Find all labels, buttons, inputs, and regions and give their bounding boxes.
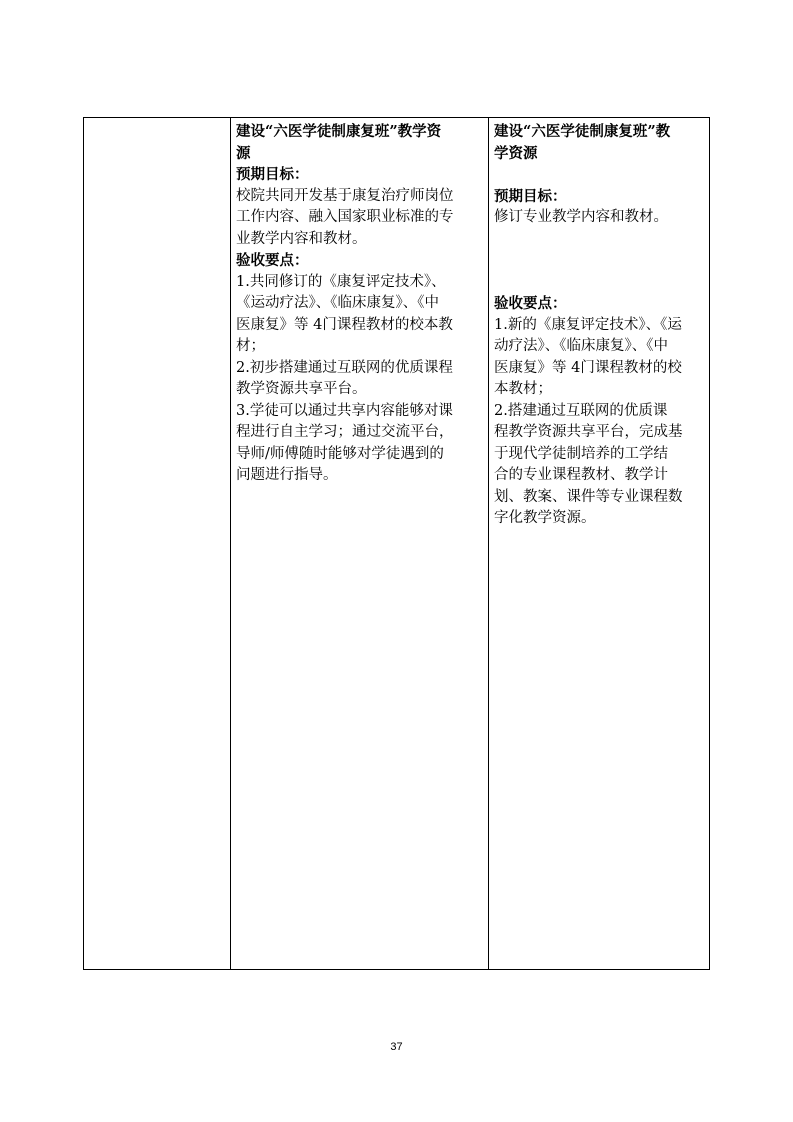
acceptance-heading: 验收要点：	[494, 295, 567, 312]
goal-line: 工作内容、融入国家职业标准的专	[236, 209, 454, 225]
cell-title-line: 源	[236, 144, 251, 162]
acceptance-line: 教学资源共享平台。	[236, 381, 367, 397]
cell-title-line: 建设“六医学徒制康复班”教	[494, 123, 671, 140]
content-table	[83, 117, 710, 970]
goal-line: 修订专业教学内容和教材。	[494, 209, 668, 225]
acceptance-line: 划、教案、课件等专业课程数	[494, 488, 683, 505]
acceptance-line: 医康复》等 4门课程教材的校	[494, 359, 682, 376]
page-number: 37	[390, 1041, 403, 1053]
spacer	[494, 164, 704, 186]
spacer	[494, 272, 704, 294]
acceptance-line: 问题进行指导。	[236, 467, 338, 483]
goal-line: 业教学内容和教材。	[236, 230, 367, 247]
acceptance-line: 本教材；	[494, 381, 552, 397]
acceptance-line: 合的专业课程教材、教学计	[494, 467, 668, 483]
acceptance-line: 程进行自主学习；通过交流平台，	[236, 424, 454, 440]
column-divider-1	[230, 118, 231, 969]
goal-line: 校院共同开发基于康复治疗师岗位	[236, 187, 454, 204]
spacer	[494, 250, 704, 272]
goal-heading: 预期目标：	[236, 166, 309, 183]
spacer	[494, 229, 704, 251]
acceptance-line: 1.共同修订的《康复评定技术》、	[236, 273, 446, 290]
revised-content-cell	[494, 121, 704, 530]
planned-content-cell	[236, 121, 484, 487]
cell-title-line: 建设“六医学徒制康复班”教学资	[236, 123, 442, 140]
acceptance-line: 3.学徒可以通过共享内容能够对课	[236, 402, 453, 419]
acceptance-line: 于现代学徒制培养的工学结	[494, 445, 668, 462]
acceptance-line: 程教学资源共享平台，完成基	[494, 424, 683, 440]
acceptance-line: 字化教学资源。	[494, 510, 596, 526]
acceptance-line: 2.初步搭建通过互联网的优质课程	[236, 359, 453, 376]
acceptance-line: 动疗法》、《临床康复》、《中	[494, 338, 668, 354]
acceptance-line: 医康复》等 4门课程教材的校本教	[236, 316, 453, 333]
cell-title-line: 学资源	[494, 144, 538, 162]
acceptance-line: 材；	[236, 338, 265, 354]
acceptance-line: 导师/师傅随时能够对学徒遇到的	[236, 445, 444, 462]
acceptance-line: 《运动疗法》、《临床康复》、《中	[236, 295, 439, 311]
goal-heading: 预期目标：	[494, 187, 567, 205]
acceptance-line: 2.搭建通过互联网的优质课	[494, 402, 668, 419]
column-divider-2	[488, 118, 489, 969]
acceptance-heading: 验收要点：	[236, 252, 309, 269]
acceptance-line: 1.新的《康复评定技术》、《运	[494, 316, 682, 333]
